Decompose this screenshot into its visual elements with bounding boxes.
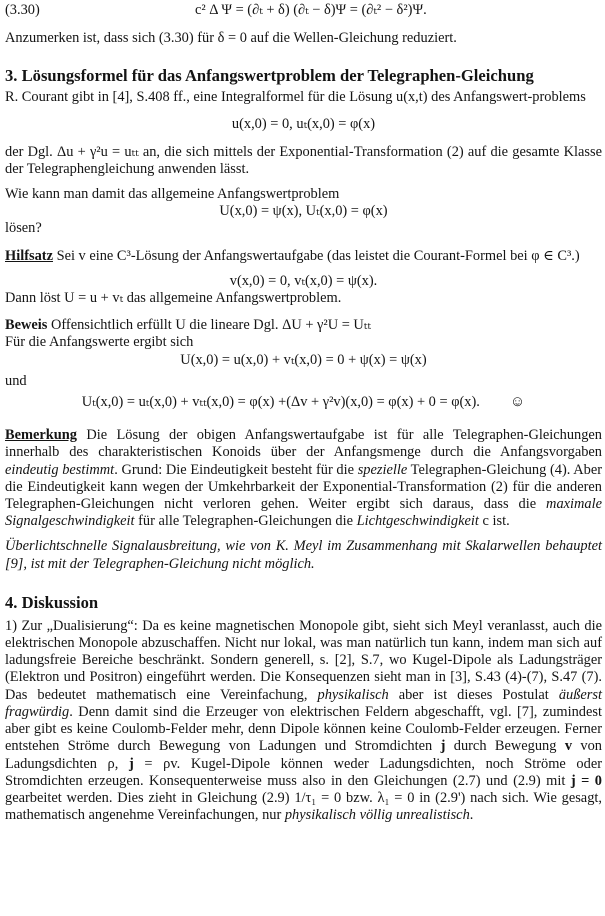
bemerkung-emph: maximale Signalgeschwindigkeit <box>5 496 602 530</box>
diskussion-text: aber ist dieses Postulat <box>388 686 559 703</box>
diskussion-emph: physikalisch <box>317 686 389 703</box>
question-equation: U(x,0) = ψ(x), Uₜ(x,0) = φ(x) <box>219 203 388 220</box>
bemerkung-text: Die Lösung der obigen Anfangswertaufgabe ist für alle Telegraphen-Gleichungen innerhalb des charakteristischen Konoids über der Anfangsmenge durch die Anfangsvorgaben <box>5 427 602 461</box>
diskussion-bold: v <box>564 738 573 755</box>
diskussion-paragraph <box>5 618 602 824</box>
note-paragraph: Anzumerken ist, dass sich (3.30) für δ = 0 auf die Wellen-Gleichung reduziert. <box>5 30 457 46</box>
dgl-paragraph: der Dgl. Δu + γ²u = uₜₜ an, die sich mittels der Exponential-Transformation (2) auf die gesamte Klasse der Telegraphengleichung anwenden lässt. <box>5 143 602 177</box>
diskussion-bold: j <box>440 738 446 755</box>
diskussion-text: 1) Zur „Dualisierung“: Da es keine magnetischen Monopole gibt, sieht sich Meyl veranlasst, auch die elektrischen Monopole abzuschaffen. Nicht nur lokal, was man natürlich tun kann, indem man sich auf ladungsfreie Bereiche beschränkt. Sondern generell, s. [2], S.7, wo Kugel-Dipole als Ladungsträger (Elektron und Positron) eingeführt werden. Die Konsequenzen sieht man in [3], S.43 (4)-(7), S.47 (7). Das bedeutet mathematisch eine Vereinfachung, <box>5 617 602 703</box>
beweis-equation-1: U(x,0) = u(x,0) + vₜ(x,0) = 0 + ψ(x) = ψ(x) <box>180 351 427 368</box>
hilfsatz-text: Sei v eine C³-Lösung der Anfangswertaufgabe (das leistet die Courant-Formel bei φ ∈ C³.) <box>52 247 580 264</box>
diskussion-text: gearbeitet werden. Dies zieht in Gleichung (2.9) 1/τ₁ = 0 bzw. λ₁ = 0 in (2.9') nach sich. Wie gesagt, mathematisch angenehme Vereinfachungen, nur <box>5 789 602 824</box>
equation-number: (3.30) <box>5 2 40 18</box>
bemerkung-paragraph <box>5 427 602 530</box>
bemerkung-text: Telegraphen-Gleichung (4). Aber die Eindeutigkeit kann wegen der Umkehrbarkeit der Exponential-Transformation (2) für die anderen Telegraphen-Gleichungen nicht verloren gehen. Weiter ergibt sich daraus, dass die <box>5 461 602 513</box>
diskussion-bold: j <box>128 755 134 772</box>
beweis-equation-2-line <box>5 394 602 411</box>
bemerkung-emph: eindeutig bestimmt <box>5 461 115 478</box>
bemerkung-emph: spezielle <box>357 461 408 478</box>
bemerkung-text: für alle Telegraphen-Gleichungen die <box>134 513 357 530</box>
bemerkung-emph: Lichtgeschwindigkeit <box>356 513 479 530</box>
italic-paragraph: Überlichtschnelle Signalausbreitung, wie von K. Meyl im Zusammenhang mit Skalarwellen behauptet [9], ist mit der Telegraphen-Gleichung nicht möglich. <box>5 538 602 572</box>
hilfsatz-paragraph <box>5 248 602 265</box>
hilfsatz-conclusion: Dann löst U = u + vₜ das allgemeine Anfangswertproblem. <box>5 290 342 307</box>
diskussion-text: von Ladungsdichten ρ, <box>5 738 603 772</box>
question-end: lösen? <box>5 220 42 237</box>
diskussion-emph: physikalisch völlig unrealistisch <box>284 807 470 824</box>
equation-3-30 <box>5 2 602 20</box>
diskussion-emph: äußerst fragwürdig <box>5 686 602 720</box>
bemerkung-text: c ist. <box>478 513 510 530</box>
beweis-equation-2: Uₜ(x,0) = uₜ(x,0) + vₜₜ(x,0) = φ(x) +(Δv + γ²v)(x,0) = φ(x) + 0 = φ(x). <box>81 394 480 411</box>
beweis-paragraph <box>5 317 602 334</box>
diskussion-bold: j = 0 <box>570 772 602 789</box>
hilfsatz-equation: v(x,0) = 0, vₜ(x,0) = ψ(x). <box>229 272 378 289</box>
diskussion-text: . <box>469 807 474 824</box>
hilfsatz-label: Hilfsatz <box>5 247 53 264</box>
beweis-label: Beweis <box>5 317 48 334</box>
bemerkung-text: . Grund: Die Eindeutigkeit besteht für die <box>114 461 358 478</box>
section-3-heading: 3. Lösungsformel für das Anfangswertproblem der Telegraphen-Gleichung <box>5 66 534 86</box>
page <box>5 2 602 824</box>
smiley-icon: ☺ <box>509 394 526 411</box>
courant-paragraph: R. Courant gibt in [4], S.408 ff., eine Integralformel für die Lösung u(x,t) des Anfangswert-problems <box>5 89 586 106</box>
und-text: und <box>5 372 27 389</box>
bemerkung-label: Bemerkung <box>5 427 77 444</box>
diskussion-text: . Denn damit sind die Erzeuger von elektrischen Feldern abgeschafft, vgl. [7], zumindest aber gibt es keine Coulomb-Felder mehr, denn Dipole können keine Coulomb-Felder erzeugen. Ferner entstehen Ströme durch Bewegung von Ladungen und Stromdichten <box>5 703 602 755</box>
section-4-heading: 4. Diskussion <box>5 592 99 612</box>
beweis-text-2: Für die Anfangswerte ergibt sich <box>5 334 194 351</box>
question-text: Wie kann man damit das allgemeine Anfangswertproblem <box>5 186 340 203</box>
beweis-text: Offensichtlich erfüllt U die lineare Dgl. ΔU + γ²U = Uₜₜ <box>47 317 371 334</box>
diskussion-text: durch Bewegung <box>445 738 565 755</box>
equation-body: c² Δ Ψ = (∂ₜ + δ) (∂ₜ − δ)Ψ = (∂ₜ² − δ²)Ψ. <box>195 2 427 18</box>
courant-equation: u(x,0) = 0, uₜ(x,0) = φ(x) <box>231 116 376 133</box>
diskussion-text: = ρv. Kugel-Dipole können weder Ladungsdichten, noch Ströme oder Stromdichten erzeugen. Konsequenterweise muss also in den Gleichungen (2.7) und (2.9) mit <box>5 755 602 789</box>
